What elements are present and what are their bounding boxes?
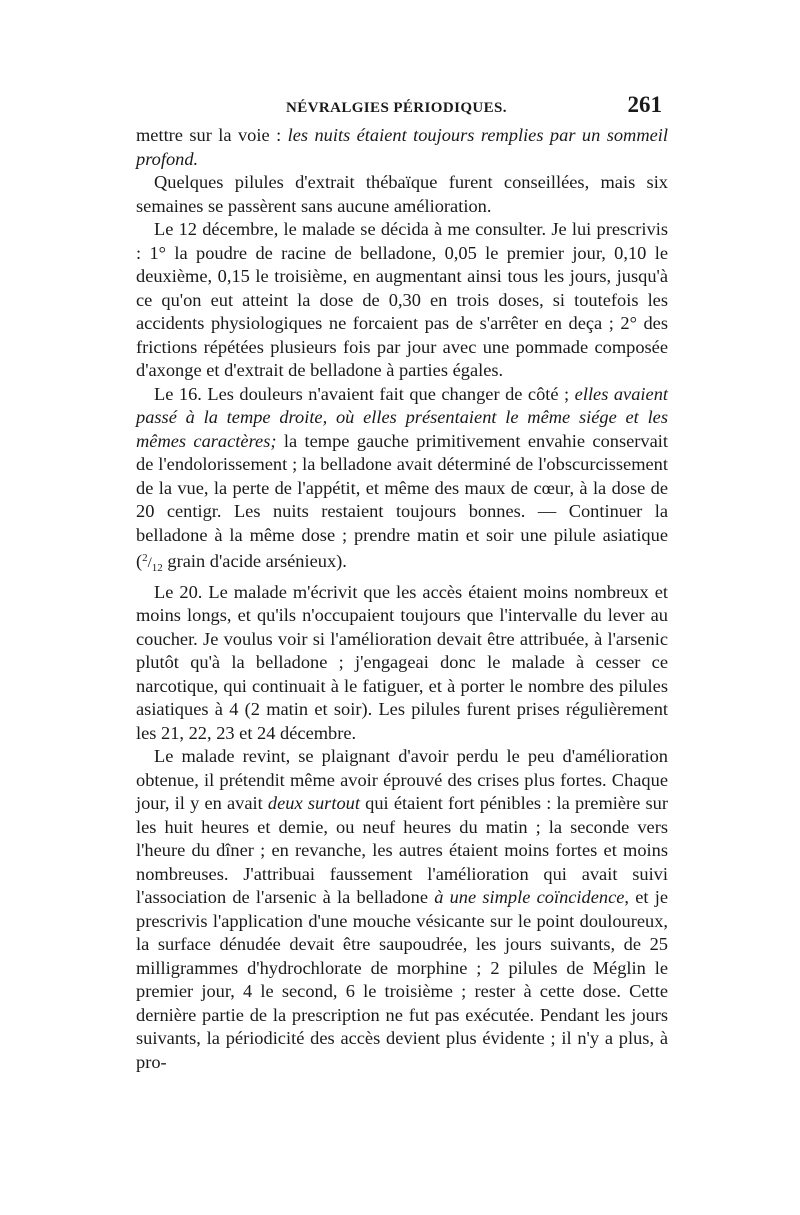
paragraph-3: Le 12 décembre, le malade se décida à me consulter. Je lui prescrivis : 1° la poudre de racine de belladone, 0,05 le premier jour, 0,10 le deuxième, 0,15 le troisième, en augmentant ainsi tous les jours, jusqu'à ce qu'on eut atteint la dose de 0,30 en trois doses, si toutefois les accidents physiologiques ne forcaient pas de s'arrêter en deça ; 2° des frictions répétées plusieurs fois par jour avec une pommade composée d'axonge et d'extrait de belladone à parties égales. [136, 219, 668, 380]
paragraph-1-text: mettre sur la voie : [136, 125, 288, 145]
paragraph-5: Le 20. Le malade m'écrivit que les accès étaient moins nombreux et moins longs, et qu'ils n'occupaient toujours que l'intervalle du lever au coucher. Je voulus voir si l'amélioration devait être attribuée, à l'arsenic plutôt qu'à la belladone ; j'engageai donc le malade à cesser ce narcotique, qui continuait à le fatiguer, et à porter le nombre des pilules asiatiques à 4 (2 matin et soir). Les pilules furent prises régulièrement les 21, 22, 23 et 24 décembre. [136, 581, 668, 743]
fraction: $^2/_{12}$ [142, 552, 163, 574]
page-number: 261 [627, 92, 662, 117]
paragraph-4 [136, 383, 668, 581]
paragraph-4-italic: elles avaient passé à la tempe droite, où elles présentaient le même siége et les mêmes caractères; [136, 383, 668, 451]
fraction-numerator: 2 [142, 552, 148, 564]
paragraph-6-text-e: , et je prescrivis l'application d'une mouche vésicante sur le point douloureux, la surface dénudée devait être saupoudrée, les jours suivants, de 25 milligrammes d'hydrochlorate de morphine ; 2 pilules de Méglin le premier jour, 4 le second, 6 le troisième ; rester à cette dose. Cette dernière partie de la prescription ne fut pas exécutée. Pendant les jours suivants, la périodicité des accès devient plus évidente ; il n'y a plus, à pro- [136, 887, 668, 1072]
body-text [136, 124, 668, 1074]
paragraph-2: Quelques pilules d'extrait thébaïque furent conseillées, mais six semaines se passèrent sans aucune amélioration. [136, 172, 668, 216]
paragraph-4-text-a: Le 16. Les douleurs n'avaient fait que changer de côté ; [154, 383, 575, 404]
paragraph-6 [136, 745, 668, 1074]
paragraph-6-text-a: Le malade revint, se plaignant d'avoir perdu le peu d'amélioration obtenue, il prétendit même avoir éprouvé des crises plus fortes. Chaque jour, il y en avait [136, 746, 668, 813]
paragraph-4-text-d: grain d'acide arsénieux). [162, 551, 347, 571]
fraction-denominator: 12 [151, 562, 163, 574]
paragraph-1 [136, 124, 668, 171]
paragraph-6-text-c: qui étaient fort pénibles : la première sur les huit heures et demie, ou neuf heures du matin ; la seconde vers l'heure du dîner ; en revanche, les autres étaient moins fortes et moins nombreuses. J'attribuai faussement l'amélioration qui avait suivi l'association de l'arsenic à la belladone [136, 793, 668, 907]
paragraph-6-italic-2: à une simple coïncidence [434, 887, 625, 907]
page-header [136, 92, 668, 124]
running-title: NÉVRALGIES PÉRIODIQUES. [286, 100, 507, 116]
paragraph-4-text-c: la tempe gauche primitivement envahie conservait de l'endolorissement ; la belladone avait déterminé de l'obscurcissement de la vue, la perte de l'appétit, et même des maux de cœur, à la dose de 20 centigr. Les nuits restaient toujours bonnes. — Continuer la belladone à la même dose ; prendre matin et soir une pilule asiatique ( [136, 430, 668, 571]
paragraph-6-italic-1: deux surtout [267, 793, 360, 813]
book-page [136, 92, 668, 1074]
paragraph-1-italic: les nuits étaient toujours remplies par un sommeil profond. [136, 125, 669, 169]
